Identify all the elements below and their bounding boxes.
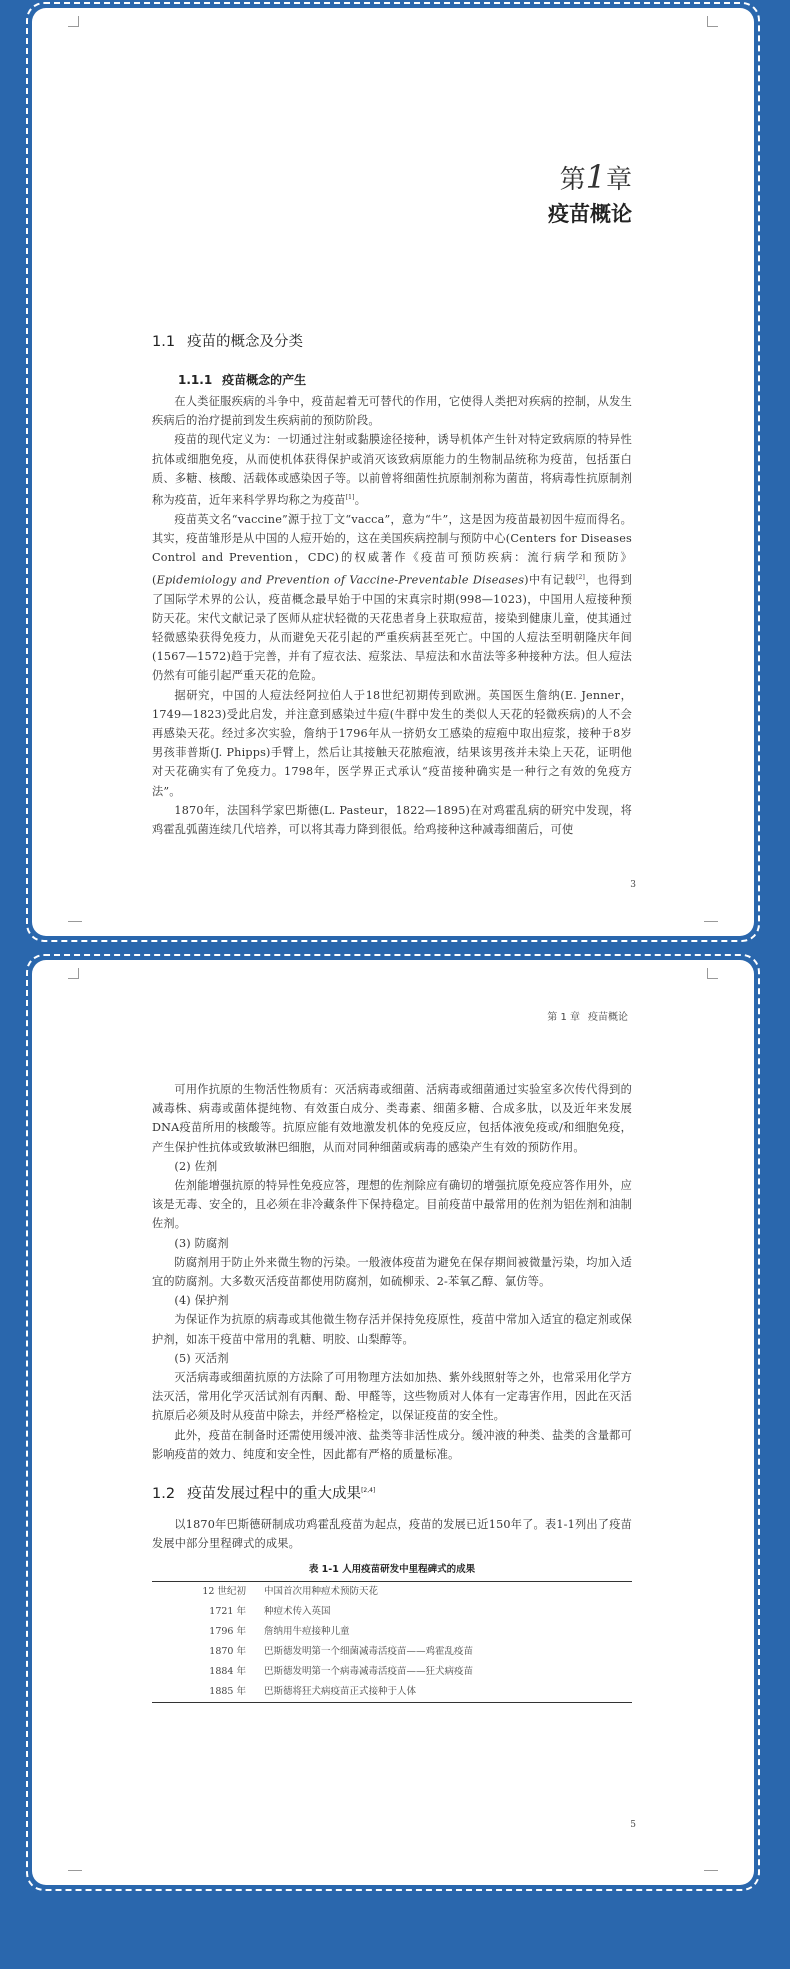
crop-mark bbox=[704, 1870, 718, 1871]
running-head-chapter: 第 1 章 bbox=[547, 1012, 580, 1023]
crop-mark bbox=[707, 16, 718, 27]
paragraph: 为保证作为抗原的病毒或其他微生物存活并保持免疫原性，疫苗中常加入适宜的稳定剂或保护剂，如冻干疫苗中常用的乳糖、明胶、山梨醇等。 bbox=[152, 1313, 632, 1346]
citation: [2,4] bbox=[361, 1487, 376, 1495]
running-head bbox=[547, 1008, 628, 1023]
subsection-number: 1.1.1 bbox=[178, 373, 213, 387]
section-title: 疫苗的概念及分类 bbox=[187, 334, 304, 350]
chapter-title: 疫苗概论 bbox=[548, 202, 632, 226]
paragraph: 在人类征服疾病的斗争中，疫苗起着无可替代的作用，它使得人类把对疾病的控制，从发生疾病后的治疗提前到发生疾病前的预防阶段。 bbox=[152, 395, 632, 428]
chapter-suffix: 章 bbox=[605, 165, 632, 195]
paragraph: 疫苗的现代定义为：一切通过注射或黏膜途径接种，诱导机体产生针对特定致病原的特异性抗体或细胞免疫，从而使机体获得保护或消灭该致病原能力的生物制品统称为疫苗，包括蛋白质、多糖、核酸、活载体或感染因子等。以前曾将细菌性抗原制剂称为菌苗，将病毒性抗原制剂称为疫苗，近年来科学界均称之为疫苗[1]。 bbox=[152, 433, 632, 507]
chapter-number: 1 bbox=[585, 158, 606, 196]
paragraph: 可用作抗原的生物活性物质有：灭活病毒或细菌、活病毒或细菌通过实验室多次传代得到的减毒株、病毒或菌体提纯物、有效蛋白成分、类毒素、细菌多糖、合成多肽，以及近年来发展DNA疫苗所用的核酸等。抗原应能有效地激发机体的免疫反应，包括体液免疫或/和细胞免疫，产生保护性抗体或致敏淋巴细胞，从而对同种细菌或病毒的感染产生有效的预防作用。 bbox=[152, 1083, 632, 1154]
page-number: 3 bbox=[630, 880, 636, 890]
table-cell-year: 1870 年 bbox=[209, 1646, 246, 1658]
section-heading bbox=[152, 1482, 632, 1503]
table-cell-event: 巴斯德将狂犬病疫苗正式接种于人体 bbox=[264, 1686, 417, 1698]
citation: [2] bbox=[575, 573, 586, 581]
section-number: 1.1 bbox=[152, 334, 176, 350]
table-row bbox=[152, 1662, 632, 1682]
table-row bbox=[152, 1582, 632, 1603]
table-cell-event: 巴斯德发明第一个细菌减毒活疫苗——鸡霍乱疫苗 bbox=[264, 1646, 474, 1658]
paragraph: 灭活病毒或细菌抗原的方法除了可用物理方法如加热、紫外线照射等之外，也常采用化学方法灭活，常用化学灭活试剂有丙酮、酚、甲醛等，这些物质对人体有一定毒害作用，因此在灭活抗原后必须及时从疫苗中除去，并经严格检定，以保证疫苗的安全性。 bbox=[152, 1371, 632, 1423]
table-caption: 表 1-1 人用疫苗研发中里程碑式的成果 bbox=[308, 1564, 476, 1576]
paragraph: 据研究，中国的人痘法经阿拉伯人于18世纪初期传到欧洲。英国医生詹纳(E. Jenner，1749—1823)受此启发，并注意到感染过牛痘(牛群中发生的类似人天花的轻微疾病)的人不会再感染天花。经过多次实验，詹纳于1796年从一挤奶女工感染的痘疱中取出痘浆，接种于8岁男孩菲普斯(J. Phipps)手臂上，然后让其接触天花脓疱液，结果该男孩并未染上天花，证明他对天花确实有了免疫力。1798年，医学界正式承认“疫苗接种确实是一种行之有效的免疫方法”。 bbox=[152, 688, 632, 798]
list-heading: (5) 灭活剂 bbox=[174, 1351, 229, 1365]
page-number: 5 bbox=[630, 1820, 636, 1830]
page-5 bbox=[32, 960, 754, 1885]
paragraph: 疫苗英文名“vaccine”源于拉丁文“vacca”，意为“牛”，这是因为疫苗最初因牛痘而得名。其实，疫苗雏形是从中国的人痘开始的，这在美国疾病控制与预防中心(Centers for Diseases Control and Prevention，CDC)的权威著作《疫苗可预防疾病：流行病学和预防》(Epidemiology and Prevention of Vaccine-Preventable Diseases)中有记载[2]，也得到了国际学术界的公认，疫苗概念最早始于中国的宋真宗时期(998—1023)，中国用人痘接种预防天花。宋代文献记录了医师从症状轻微的天花患者身上获取痘苗，接染到健康儿童，使其通过轻微感染获得免疫力，从而避免天花引起的严重疾病甚至死亡。中国的人痘法至明朝隆庆年间(1567—1572)趋于完善，并有了痘衣法、痘浆法、旱痘法和水苗法等多种接种方法。但人痘法仍然有可能引起严重天花的危险。 bbox=[152, 512, 632, 683]
table-cell-year: 1796 年 bbox=[209, 1626, 246, 1638]
section-number: 1.2 bbox=[152, 1486, 176, 1503]
page-body bbox=[152, 330, 632, 839]
crop-mark bbox=[68, 921, 82, 922]
page-3 bbox=[32, 8, 754, 936]
table-row bbox=[152, 1602, 632, 1622]
subsection-title: 疫苗概念的产生 bbox=[222, 373, 307, 387]
crop-mark bbox=[704, 921, 718, 922]
section-heading bbox=[152, 330, 632, 351]
table-row bbox=[152, 1642, 632, 1662]
list-heading: (2) 佐剂 bbox=[174, 1159, 218, 1173]
milestone-table bbox=[152, 1581, 632, 1703]
table-cell-event: 詹纳用牛痘接种儿童 bbox=[264, 1626, 350, 1638]
crop-mark bbox=[68, 968, 79, 979]
list-heading: (4) 保护剂 bbox=[174, 1294, 229, 1308]
crop-mark bbox=[68, 16, 79, 27]
section-title: 疫苗发展过程中的重大成果 bbox=[187, 1486, 362, 1503]
paragraph: 防腐剂用于防止外来微生物的污染。一般液体疫苗为避免在保存期间被微量污染，均加入适宜的防腐剂。大多数灭活疫苗都使用防腐剂，如硫柳汞、2-苯氧乙醇、氯仿等。 bbox=[152, 1255, 632, 1289]
crop-mark bbox=[68, 1870, 82, 1871]
table-cell-year: 1885 年 bbox=[209, 1686, 246, 1698]
table-cell-event: 种痘术传入英国 bbox=[264, 1606, 331, 1618]
paragraph: 1870年，法国科学家巴斯德(L. Pasteur，1822—1895)在对鸡霍乱病的研究中发现，将鸡霍乱弧菌连续几代培养，可以将其毒力降到很低。给鸡接种这种减毒细菌后，可使 bbox=[152, 803, 632, 836]
book-title-english: Epidemiology and Prevention of Vaccine-Preventable Diseases bbox=[156, 573, 525, 587]
paragraph: 佐剂能增强抗原的特异性免疫应答，理想的佐剂除应有确切的增强抗原免疫应答作用外，应该是无毒、安全的，且必须在非冷藏条件下保持稳定。目前疫苗中最常用的佐剂为铝佐剂和油制佐剂。 bbox=[152, 1179, 632, 1231]
table-cell-year: 12 世纪初 bbox=[202, 1586, 246, 1598]
crop-mark bbox=[707, 968, 718, 979]
chapter-prefix: 第 bbox=[559, 165, 586, 195]
table-cell-event: 中国首次用种痘术预防天花 bbox=[264, 1586, 379, 1598]
page-body bbox=[152, 1080, 632, 1703]
table-cell-event: 巴斯德发明第一个病毒减毒活疫苗——狂犬病疫苗 bbox=[264, 1666, 474, 1678]
paragraph: 以1870年巴斯德研制成功鸡霍乱疫苗为起点，疫苗的发展已近150年了。表1-1列出了疫苗发展中部分里程碑式的成果。 bbox=[152, 1518, 632, 1551]
subsection-heading bbox=[178, 371, 632, 388]
table-row bbox=[152, 1622, 632, 1642]
table-cell-year: 1721 年 bbox=[209, 1606, 246, 1618]
table-cell-year: 1884 年 bbox=[209, 1666, 246, 1678]
paragraph: 此外，疫苗在制备时还需使用缓冲液、盐类等非活性成分。缓冲液的种类、盐类的含量都可影响疫苗的效力、纯度和安全性，因此都有严格的质量标准。 bbox=[152, 1428, 632, 1461]
list-heading: (3) 防腐剂 bbox=[174, 1236, 229, 1250]
citation: [1] bbox=[345, 494, 355, 502]
table-row bbox=[152, 1682, 632, 1703]
running-head-title: 疫苗概论 bbox=[588, 1012, 628, 1023]
chapter-label bbox=[560, 158, 632, 196]
